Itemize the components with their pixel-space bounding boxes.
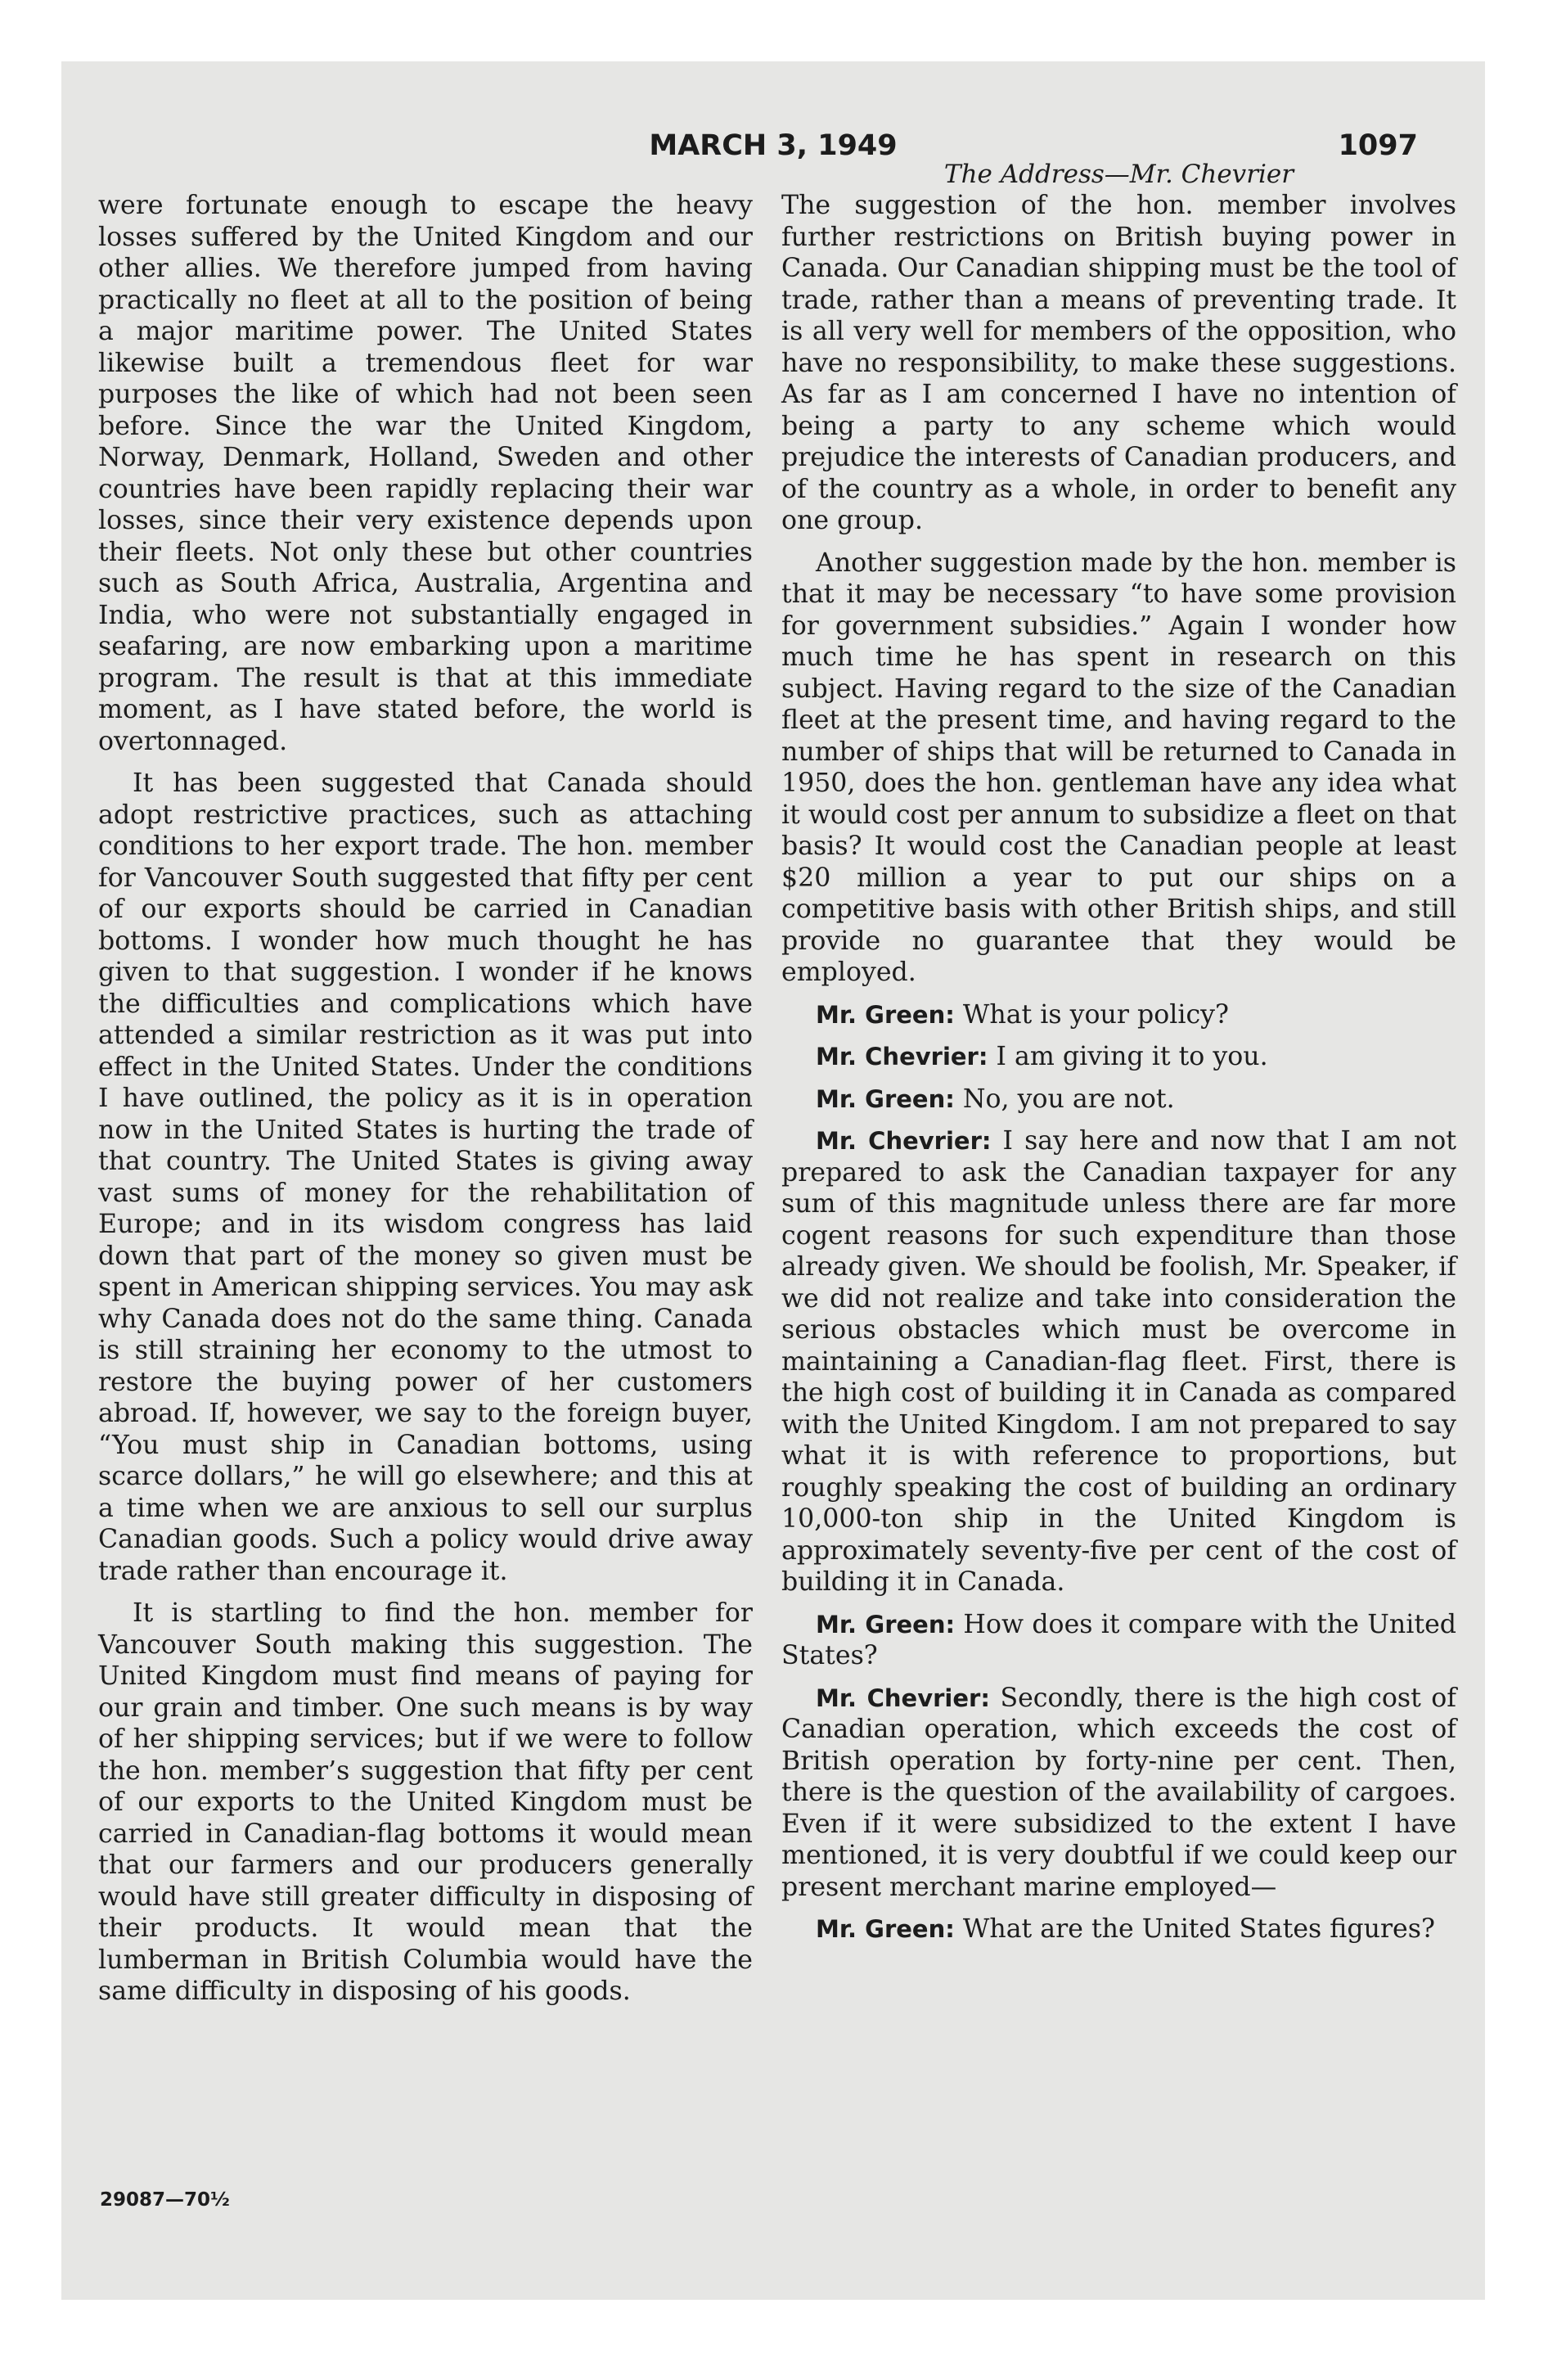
speaker-name: Mr. Chevrier: <box>816 1127 992 1155</box>
left-column <box>98 190 753 2018</box>
speaker-name: Mr. Chevrier: <box>816 1684 990 1712</box>
hansard-page <box>61 61 1485 2300</box>
speech <box>781 1609 1456 1672</box>
paragraph: were fortunate enough to escape the heavy losses suffered by the United Kingdom and our other allies. We therefore jumped from having practically no fleet at all to the position of being a major maritime power. The United States likewise built a tremendous fleet for war purposes the like of which had not been seen before. Since the war the United Kingdom, Norway, Denmark, Holland, Sweden and other countries have been rapidly replacing their war losses, since their very existence depends upon their fleets. Not only these but other countries such as South Africa, Australia, Argentina and India, who were not substantially engaged in seafaring, are now embarking upon a maritime program. The result is that at this immediate moment, as I have stated before, the world is overtonnaged. <box>98 191 753 756</box>
speaker-name: Mr. Green: <box>816 1915 955 1943</box>
speaker-name: Mr. Green: <box>816 1000 955 1029</box>
speech <box>781 1084 1456 1116</box>
speech <box>781 1041 1456 1073</box>
paragraph: It has been suggested that Canada should adopt restrictive practices, such as attaching conditions to her export trade. The hon. member for Vancouver South suggested that fifty per cent of our exports should be carried in Canadian bottoms. I wonder how much thought he has given to that suggestion. I wonder if he knows the difficulties and complications which have attended a similar restriction as it was put into effect in the United States. Under the conditions I have outlined, the policy as it is in operation now in the United States is hurting the trade of that country. The United States is giving away vast sums of money for the rehabilitation of Europe; and in its wisdom congress has laid down that part of the money so given must be spent in American shipping services. You may ask why Canada does not do the same thing. Canada is still straining her economy to the utmost to restore the buying power of her customers abroad. If, however, we say to the foreign buyer, “You must ship in Canadian bottoms, using scarce dollars,” he will go elsewhere; and this at a time when we are anxious to sell our surplus Canadian goods. Such a policy would drive away trade rather than encourage it. <box>98 769 753 1586</box>
printer-code: 29087—70½ <box>100 2189 230 2211</box>
speech-text: I say here and now that I am not prepared to ask the Canadian taxpayer for any sum of this magnitude unless there are far more cogent reasons for such expenditure than those already given. We should be foolish, Mr. Speaker, if we did not realize and take into consideration the serious obstacles which must be overcome in maintaining a Canadian-flag fleet. First, there is the high cost of building it in Canada as compared with the United Kingdom. I am not prepared to say what it is with reference to proportions, but roughly speaking the cost of building an ordinary 10,000-ton ship in the United Kingdom is approximately seventy-five per cent of the cost of building it in Canada. <box>781 1126 1456 1597</box>
speaker-name: Mr. Green: <box>816 1610 956 1639</box>
paragraph: Another suggestion made by the hon. member is that it may be necessary “to have some provision for government subsidies.” Again I wonder how much time he has spent in research on this subject. Having regard to the size of the Canadian fleet at the present time, and having regard to the number of ships that will be returned to Canada in 1950, does the hon. gentleman have any idea what it would cost per annum to subsidize a fleet on that basis? It would cost the Canadian people at least $20 million a year to put our ships on a competitive basis with other British ships, and still provide no guarantee that they would be employed. <box>781 548 1456 987</box>
right-column <box>781 190 1456 1956</box>
running-head: The Address—Mr. Chevrier <box>943 160 1294 189</box>
speech <box>781 999 1456 1031</box>
paragraph: It is startling to find the hon. member for Vancouver South making this suggestion. The United Kingdom must find means of paying for our grain and timber. One such means is by way of her shipping services; but if we were to follow the hon. member’s suggestion that fifty per cent of our exports to the United Kingdom must be carried in Canadian-flag bottoms it would mean that our farmers and our producers generally would have still greater difficulty in disposing of their products. It would mean that the lumberman in British Columbia would have the same difficulty in disposing of his goods. <box>98 1598 753 2006</box>
speech-text: How does it compare with the United States? <box>781 1609 1456 1670</box>
speech <box>781 1913 1456 1945</box>
speaker-name: Mr. Chevrier: <box>816 1043 988 1071</box>
speech-text: Secondly, there is the high cost of Canadian operation, which exceeds the cost of British operation by forty-nine per cent. Then, there is the question of the availability of cargoes. Even if it were subsidized to the extent I have mentioned, it is very doubtful if we could keep our present merchant marine employed— <box>781 1683 1456 1902</box>
speaker-name: Mr. Green: <box>816 1084 955 1113</box>
page-number: 1097 <box>1338 129 1418 162</box>
speech-text: What are the United States figures? <box>962 1914 1435 1944</box>
page-date-header: MARCH 3, 1949 <box>649 129 898 162</box>
speech-text: I am giving it to you. <box>996 1042 1268 1071</box>
paragraph: The suggestion of the hon. member involves further restrictions on British buying power in Canada. Our Canadian shipping must be the tool of trade, rather than a means of preventing trade. It is all very well for members of the opposition, who have no responsibility, to make these suggestions. As far as I am concerned I have no intention of being a party to any scheme which would prejudice the interests of Canadian producers, and of the country as a whole, in order to benefit any one group. <box>781 191 1456 535</box>
speech <box>781 1683 1456 1904</box>
speech <box>781 1125 1456 1598</box>
speech-text: What is your policy? <box>962 999 1229 1030</box>
speech-text: No, you are not. <box>962 1084 1175 1114</box>
